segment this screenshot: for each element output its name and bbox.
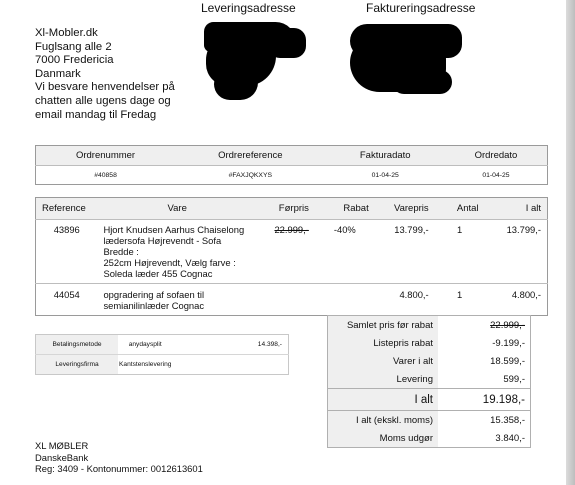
item-line-total: 4.800,-: [485, 284, 548, 316]
items-total-value: 18.599,-: [490, 355, 525, 367]
ex-vat-value: 15.358,-: [490, 414, 525, 426]
company-name: XL MØBLER: [35, 440, 89, 451]
item-description-line: Soleda læder 455 Cognac: [103, 268, 213, 279]
order-date: 01-04-25: [482, 171, 510, 179]
billing-address-heading: Faktureringsadresse: [366, 1, 476, 15]
item-description-line: semianilinlæder Cognac: [103, 300, 205, 311]
order-info-values-row: [36, 166, 548, 185]
items-table: [35, 197, 548, 316]
prior-price-header: Førpris: [257, 198, 315, 220]
reference-header: Reference: [36, 198, 98, 220]
delivery-label: Levering: [328, 370, 439, 389]
item-reference: 44054: [36, 284, 98, 316]
order-number-header: Ordrenummer: [36, 146, 176, 166]
line-total-header: I alt: [485, 198, 548, 220]
order-info-table: [35, 145, 548, 185]
summary-row: [328, 316, 531, 335]
order-info-header-row: [36, 146, 548, 166]
quantity-header: Antal: [435, 198, 485, 220]
summary-row: [328, 411, 531, 430]
payment-method-amount: 14.398,-: [257, 341, 282, 348]
shop-address: [35, 27, 175, 122]
order-reference-header: Ordrereference: [175, 146, 325, 166]
ex-vat-label: I alt (ekskl. moms): [328, 411, 439, 430]
delivery-value: 599,-: [503, 373, 525, 385]
grand-total-row: [328, 389, 531, 411]
item-discount: -40%: [333, 224, 356, 235]
order-reference: #FAXJQKXYS: [228, 171, 273, 179]
subtotal-before-label: Samlet pris før rabat: [328, 316, 439, 335]
shop-note-line2: chatten alle ugens dage og: [35, 94, 171, 107]
summary-row: [328, 334, 531, 352]
grand-total-value: 19.198,-: [438, 389, 531, 411]
discount-header: Rabat: [315, 198, 375, 220]
bank-footer: [35, 440, 203, 475]
item-quantity: 1: [456, 224, 463, 235]
carrier-label: Leveringsfirma: [36, 355, 119, 375]
items-header-row: [36, 198, 548, 220]
delivery-address-heading: Leveringsadresse: [201, 1, 296, 15]
item-discount: [315, 284, 375, 316]
vat-label: Moms udgør: [328, 429, 439, 448]
item-prior-price: 22.999,-: [274, 224, 309, 235]
item-prior-price: [257, 284, 315, 316]
item-description-line: Hjort Knudsen Aarhus Chaiselong: [103, 224, 245, 235]
item-description-line: 252cm Højrevendt, Vælg farve :: [103, 257, 236, 268]
page-edge-shadow: [566, 0, 575, 485]
shop-city: 7000 Fredericia: [35, 54, 114, 67]
payment-method-row: [36, 335, 289, 355]
table-row: [36, 284, 548, 316]
shop-note-line3: email mandag til Fredag: [35, 108, 157, 121]
shop-name: Xl-Mobler.dk: [35, 27, 98, 39]
item-quantity: 1: [435, 284, 485, 316]
summary-row: [328, 352, 531, 370]
shop-note-line1: Vi besvare henvendelser på: [35, 81, 175, 94]
item-unit-price: 13.799,-: [394, 224, 429, 235]
shop-street: Fuglsang alle 2: [35, 40, 112, 53]
list-discount-label: Listepris rabat: [328, 334, 439, 352]
list-discount-value: -9.199,-: [492, 337, 525, 349]
invoice-date: 01-04-25: [371, 171, 399, 179]
item-description-line: opgradering af sofaen til: [103, 289, 205, 300]
summary-table: [327, 315, 531, 448]
carrier-row: [36, 355, 289, 375]
items-total-label: Varer i alt: [328, 352, 439, 370]
payment-table: [35, 334, 289, 375]
summary-row: [328, 370, 531, 389]
item-description-line: lædersofa Højrevendt - Sofa Bredde :: [103, 235, 222, 257]
item-reference: 43896: [53, 224, 80, 235]
item-description: [97, 284, 257, 316]
invoice-date-header: Fakturadato: [326, 146, 445, 166]
unit-price-header: Varepris: [375, 198, 435, 220]
carrier-value: Kantstenslevering: [118, 355, 172, 375]
shop-country: Danmark: [35, 67, 81, 80]
subtotal-before-value: 22.999,-: [490, 319, 525, 331]
bank-name: DanskeBank: [35, 451, 89, 463]
order-date-header: Ordredato: [445, 146, 548, 166]
carrier-amount: [172, 355, 288, 375]
vat-value: 3.840,-: [495, 432, 525, 444]
summary-row: [328, 429, 531, 448]
item-unit-price: 4.800,-: [375, 284, 435, 316]
payment-method-value: anydaysplit: [128, 341, 162, 348]
item-description: [97, 220, 257, 284]
item-line-total: 13.799,-: [506, 224, 541, 235]
order-number: #40858: [94, 171, 117, 179]
table-row: [36, 220, 548, 284]
bank-account: Reg: 3409 - Kontonummer: 0012613601: [35, 463, 203, 475]
item-header: Vare: [97, 198, 257, 220]
grand-total-label: I alt: [328, 389, 439, 411]
payment-method-label: Betalingsmetode: [36, 335, 119, 355]
